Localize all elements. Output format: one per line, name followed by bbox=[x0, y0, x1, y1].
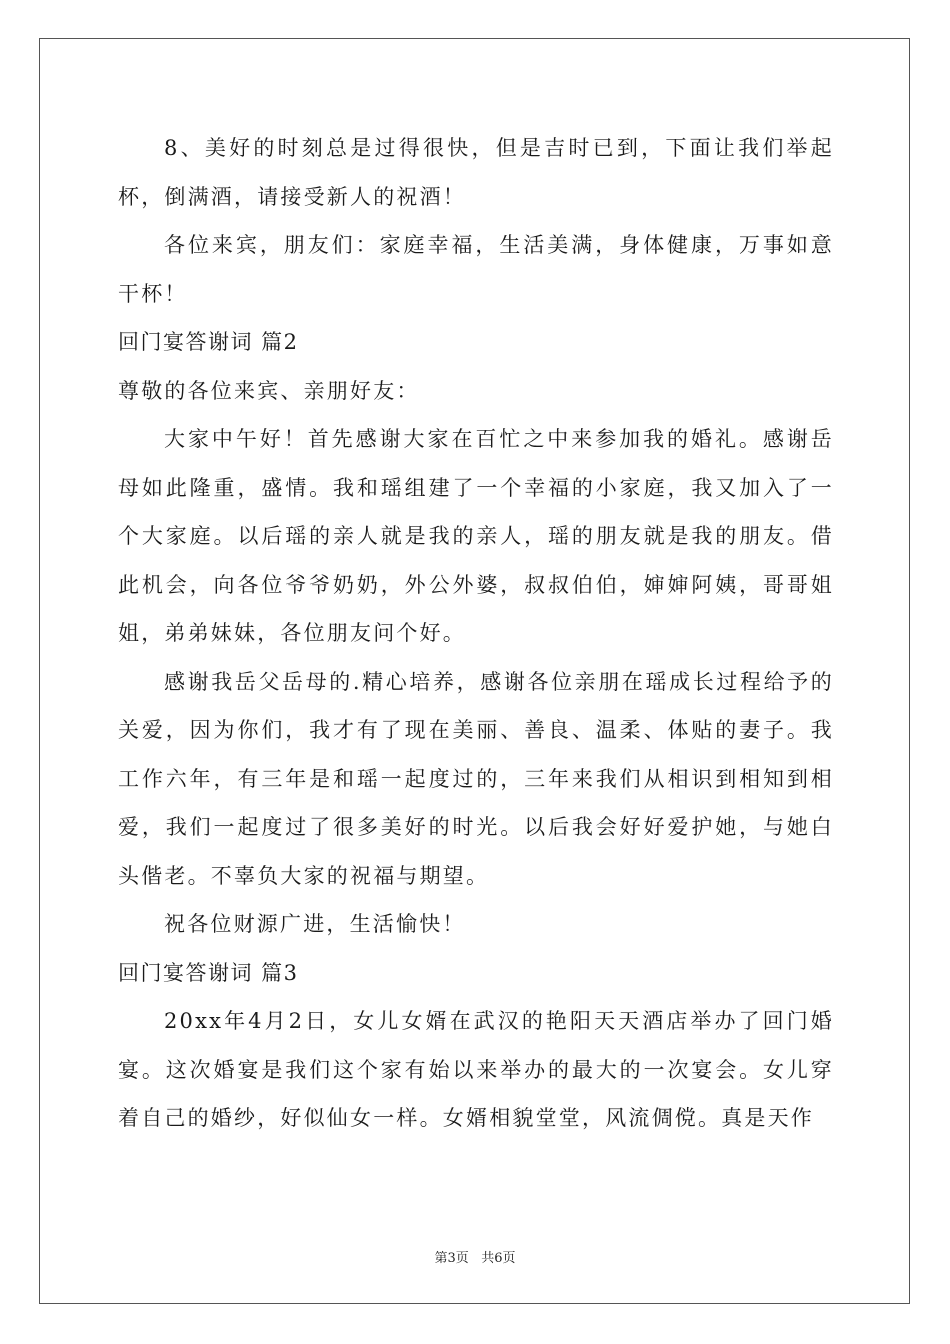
page-total: 共6页 bbox=[481, 1251, 516, 1266]
document-body bbox=[118, 124, 834, 1143]
paragraph-thanks-guests: 大家中午好！首先感谢大家在百忙之中来参加我的婚礼。感谢岳母如此隆重，盛情。我和瑶组建了一个幸福的小家庭，我又加入了一个大家庭。以后瑶的亲人就是我的亲人，瑶的朋友就是我的朋友。借此机会，向各位爷爷奶奶，外公外婆，叔叔伯伯，婶婶阿姨，哥哥姐姐，弟弟妹妹，各位朋友问个好。 bbox=[118, 427, 834, 645]
paragraph-toast: 8、美好的时刻总是过得很快，但是吉时已到，下面让我们举起杯，倒满酒，请接受新人的祝酒！ bbox=[118, 136, 834, 209]
salutation: 尊敬的各位来宾、亲朋好友： bbox=[118, 378, 420, 403]
section-heading-3: 回门宴答谢词 篇3 bbox=[118, 960, 299, 985]
section-heading-2: 回门宴答谢词 篇2 bbox=[118, 330, 299, 354]
page-number: 第3页 bbox=[434, 1251, 469, 1266]
paragraph-blessing: 各位来宾，朋友们：家庭幸福，生活美满，身体健康，万事如意干杯！ bbox=[118, 233, 834, 306]
paragraph-closing-wish: 祝各位财源广进，生活愉快！ bbox=[164, 912, 466, 936]
paragraph-wedding-story: 20xx年4月2日，女儿女婿在武汉的艳阳天天酒店举办了回门婚宴。这次婚宴是我们这个家有始以来举办的最大的一次宴会。女儿穿着自己的婚纱，好似仙女一样。女婿相貌堂堂，风流倜傥。真是天作 bbox=[118, 1009, 834, 1130]
page-footer bbox=[0, 1247, 950, 1266]
paragraph-thanks-parents: 感谢我岳父岳母的.精心培养，感谢各位亲朋在瑶成长过程给予的关爱，因为你们，我才有了现在美丽、善良、温柔、体贴的妻子。我工作六年，有三年是和瑶一起度过的，三年来我们从相识到相知到相爱，我们一起度过了很多美好的时光。以后我会好好爱护她，与她白头偕老。不辜负大家的祝福与期望。 bbox=[118, 669, 834, 888]
